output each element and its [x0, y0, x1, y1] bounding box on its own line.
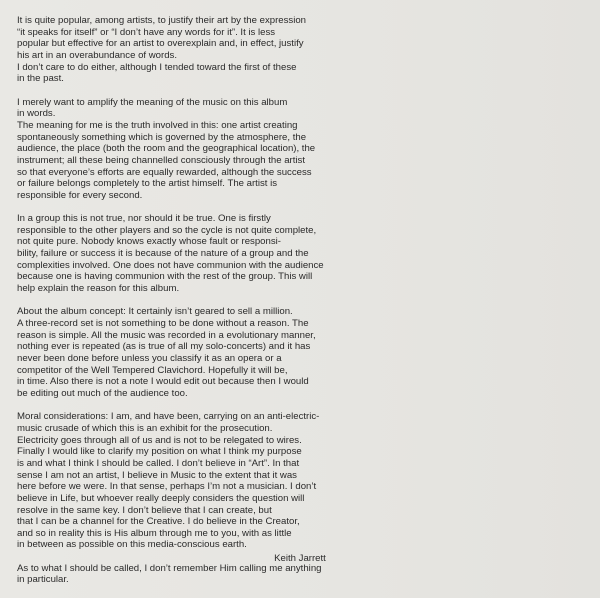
text-line: The meaning for me is the truth involved in this: one artist creating [17, 119, 298, 131]
text-line: reason is simple. All the music was recorded in a evolutionary manner, [17, 329, 316, 341]
text-line: nothing ever is repeated (as is true of all my solo-concerts) and it has [17, 341, 311, 353]
text-line: I don’t care to do either, although I tended toward the first of these [17, 61, 297, 73]
text-line: music crusade of which this is an exhibit for the prosecution. [17, 422, 273, 434]
text-line: that I can be a channel for the Creative. I do believe in the Creator, [17, 516, 300, 528]
paragraph-1 [17, 15, 587, 85]
text-line: audience, the place (both the room and the geographical location), the [17, 143, 316, 155]
paragraph-2 [17, 97, 587, 202]
text-line: in between as possible on this media-conscious earth. [17, 539, 247, 551]
text-line: resolve in the same key. I don’t believe that I can create, but [17, 504, 272, 516]
text-line: help explain the reason for this album. [17, 283, 180, 295]
signature: Keith Jarrett [274, 553, 326, 564]
text-line: or failure belongs completely to the artist himself. The artist is [17, 178, 278, 190]
text-line: It is quite popular, among artists, to justify their art by the expression [17, 15, 307, 26]
paragraph-4 [17, 306, 587, 399]
text-line: believe in Life, but whoever really deeply considers the question will [17, 492, 305, 504]
text-line: About the album concept: It certainly isn’t geared to sell a million. [17, 306, 293, 318]
liner-notes-text [17, 15, 587, 598]
text-line: his art in an overabundance of words. [17, 49, 177, 61]
text-line: competitor of the Well Tempered Clavichord. Hopefully it will be, [17, 364, 288, 376]
text-line: be editing out much of the audience too. [17, 387, 188, 399]
text-line: spontaneously something which is governed by the atmosphere, the [17, 131, 307, 143]
text-line: I merely want to amplify the meaning of the music on this album [17, 96, 288, 108]
text-line: Moral considerations: I am, and have been, carrying on an anti-electric- [17, 411, 320, 423]
text-line: responsible to the other players and so the cycle is not quite complete, [17, 224, 317, 236]
text-line: so that everyone’s efforts are equally rewarded, although the success [17, 166, 312, 178]
text-line: instrument; all these being channelled consciously through the artist [17, 154, 305, 166]
paragraph-5 [17, 411, 587, 551]
text-line: sense I am not an artist, I believe in Music to the extent that it was [17, 469, 297, 481]
text-line: popular but effective for an artist to overexplain and, in effect, justify [17, 38, 304, 50]
paragraph-6 [17, 563, 587, 586]
text-line: and so in reality this is His album through me to you, with as little [17, 527, 292, 539]
paragraph-3 [17, 213, 587, 295]
text-line: here before we were. In that sense, perhaps I’m not a musician. I don’t [17, 481, 317, 493]
text-line: Electricity goes through all of us and is not to be relegated to wires. [17, 434, 302, 446]
text-line: in words. [17, 108, 56, 120]
text-line: because one is having communion with the rest of the group. This will [17, 271, 313, 283]
text-line: in particular. [17, 574, 69, 586]
text-line: complexities involved. One does not have communion with the audience [17, 259, 324, 271]
text-line: “it speaks for itself” or “I don’t have any words for it”. It is less [17, 26, 276, 38]
text-line: not quite pure. Nobody knows exactly whose fault or responsi- [17, 236, 281, 248]
text-line: responsible for every second. [17, 189, 143, 201]
text-line: is and what I think I should be called. I don’t believe in “Art”. In that [17, 457, 300, 469]
text-line: In a group this is not true, nor should it be true. One is firstly [17, 213, 271, 225]
text-line: in time. Also there is not a note I would edit out because then I would [17, 376, 309, 388]
text-line: in the past. [17, 73, 64, 85]
text-line: As to what I should be called, I don’t remember Him calling me anything [17, 562, 322, 574]
text-line: bility, failure or success it is because of the nature of a group and the [17, 248, 309, 260]
text-line: never been done before unless you classify it as an opera or a [17, 352, 282, 364]
text-line: A three-record set is not something to be done without a reason. The [17, 318, 309, 330]
text-line: Finally I would like to clarify my position on what I think my purpose [17, 446, 302, 458]
